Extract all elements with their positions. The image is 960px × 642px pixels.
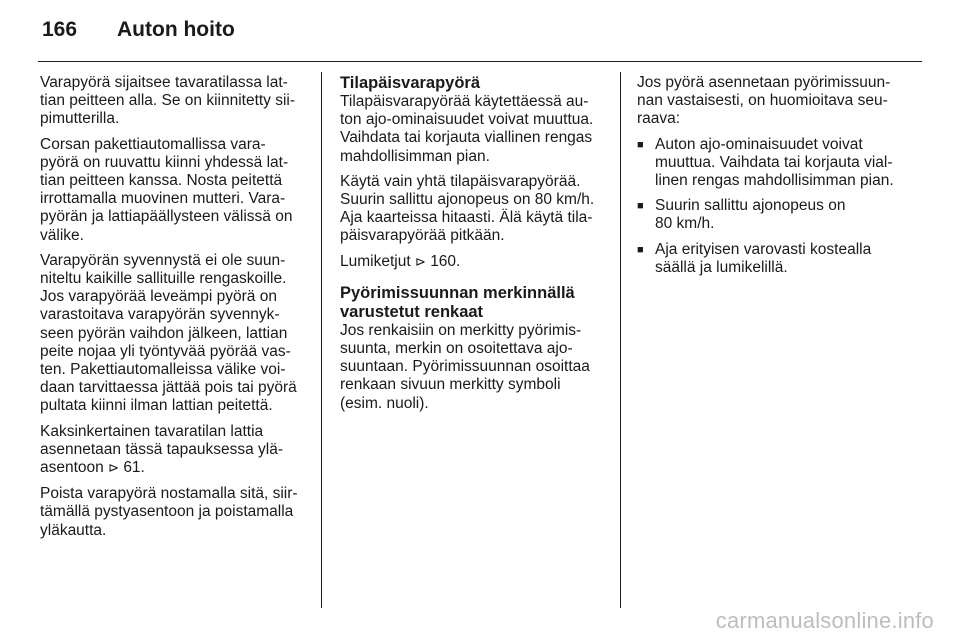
text-line: tämällä pystyasentoon ja poistamalla: [40, 503, 294, 521]
text-line: ■ Auton ajo-ominaisuudet voivat: [655, 135, 863, 153]
paragraph-directional-tyres: [340, 322, 612, 413]
paragraph-temporary-spare-speed: [340, 173, 612, 246]
text-line: Kaksinkertainen tavaratilan lattia: [40, 422, 264, 440]
text-line: irrottamalla muovinen mutteri. Vara-: [40, 190, 286, 208]
header-divider: [38, 61, 922, 62]
text-line: (esim. nuoli).: [340, 394, 429, 412]
page-reference-link[interactable]: 160.: [430, 252, 461, 270]
text-line: Jos pyörä asennetaan pyörimissuun-: [637, 74, 891, 91]
paragraph-wheel-well: [40, 252, 312, 416]
text-fragment: Lumiketjut: [340, 252, 411, 270]
page-title: Auton hoito: [117, 18, 235, 41]
heading-line: varustetut renkaat: [340, 302, 484, 321]
page-reference-icon: ⊳: [414, 254, 426, 270]
paragraph-remove-spare: [40, 485, 312, 540]
text-line: niteltu kaikille sallituille rengaskoille.: [40, 270, 287, 288]
paragraph-reverse-mounting: [637, 74, 929, 129]
text-line: suunta, merkin on osoitettava ajo-: [340, 340, 573, 358]
column-middle: [340, 74, 612, 420]
list-item: [637, 197, 929, 233]
column-divider-1: [321, 72, 322, 608]
page-reference-link[interactable]: 61.: [123, 459, 145, 477]
column-divider-2: [620, 72, 621, 608]
text-line: välike.: [40, 226, 84, 244]
text-line: seen pyörän vaihdon jälkeen, lattian: [40, 324, 288, 342]
column-right: [637, 74, 929, 284]
text-line: daan tarvittaessa jättää pois tai pyörä: [40, 379, 297, 397]
text-line: yläkautta.: [40, 521, 107, 539]
text-line: pyörän ja lattiapäällysteen välissä on: [40, 208, 293, 226]
column-left: [40, 74, 312, 547]
text-line: tian peitteen alla. Se on kiinnitetty sii-: [40, 92, 296, 110]
text-line: ■ Suurin sallittu ajonopeus on: [655, 197, 846, 215]
bullet-list: [637, 136, 929, 277]
text-line: linen rengas mahdollisimman pian.: [655, 172, 894, 190]
text-line: mahdollisimman pian.: [340, 147, 490, 165]
text-line: tian peitteen kanssa. Nosta peitettä: [40, 172, 283, 190]
text-fragment: asentoon: [40, 459, 104, 477]
text-line: renkaan sivuun merkitty symboli: [340, 376, 561, 394]
text-line: 80 km/h.: [655, 215, 715, 233]
text-line: Vaihdata tai korjauta viallinen rengas: [340, 129, 593, 147]
paragraph-temporary-spare-handling: [340, 93, 612, 166]
text-line: Jos renkaisiin on merkitty pyörimis-: [340, 321, 582, 339]
text-line: [340, 253, 612, 272]
watermark: carmanualsonline.info: [715, 608, 934, 633]
text-line: Varapyörä sijaitsee tavaratilassa lat-: [40, 74, 288, 91]
text-line: pimutterilla.: [40, 110, 120, 128]
paragraph-spare-wheel-location: [40, 74, 312, 129]
text-line: ten. Pakettiautomalleissa välike voi-: [40, 361, 286, 379]
text-line: muuttua. Vaihdata tai korjauta vial-: [655, 153, 893, 171]
text-line: nan vastaisesti, on huomioitava seu-: [637, 92, 888, 110]
paragraph-snow-chains: [340, 253, 612, 272]
heading-line: Pyörimissuunnan merkinnällä: [340, 283, 575, 302]
heading-directional-tyres: [340, 284, 612, 322]
text-line: Tilapäisvarapyörää käytettäessä au-: [340, 93, 589, 110]
text-line: varastoitava varapyörän syvennyk-: [40, 306, 280, 324]
text-line: Corsan pakettiautomallissa vara-: [40, 135, 266, 153]
heading-temporary-spare: Tilapäisvarapyörä: [340, 74, 481, 92]
text-line: Varapyörän syvennystä ei ole suun-: [40, 251, 286, 269]
page-header: [42, 18, 235, 48]
paragraph-corsa-van: [40, 136, 312, 245]
text-line: ton ajo-ominaisuudet voivat muuttua.: [340, 111, 594, 129]
text-line: pultata kiinni ilman lattian peitettä.: [40, 397, 273, 415]
text-line: ■ Aja erityisen varovasti kostealla: [655, 240, 872, 258]
list-item: [637, 241, 929, 277]
text-line: Suurin sallittu ajonopeus on 80 km/h.: [340, 191, 595, 209]
text-line: päisvarapyörää pitkään.: [340, 227, 505, 245]
text-line: Aja kaarteissa hitaasti. Älä käytä tila-: [340, 209, 593, 227]
text-line: Poista varapyörä nostamalla sitä, siir-: [40, 485, 298, 503]
text-line: [40, 459, 312, 478]
page-number: 166: [42, 18, 78, 41]
text-line: raava:: [637, 110, 681, 128]
paragraph-double-floor: [40, 423, 312, 479]
text-line: pyörä on ruuvattu kiinni yhdessä lat-: [40, 153, 289, 171]
text-line: Jos varapyörää leveämpi pyörä on: [40, 288, 277, 306]
page-reference-icon: ⊳: [108, 461, 119, 477]
list-item: [637, 136, 929, 191]
text-line: peite nojaa yli työntyvää pyörää vas-: [40, 342, 291, 360]
text-line: säällä ja lumikelillä.: [655, 258, 788, 276]
text-line: suuntaan. Pyörimissuunnan osoittaa: [340, 358, 590, 376]
text-line: asennetaan tässä tapauksessa ylä-: [40, 440, 283, 458]
text-line: Käytä vain yhtä tilapäisvarapyörää.: [340, 172, 581, 190]
